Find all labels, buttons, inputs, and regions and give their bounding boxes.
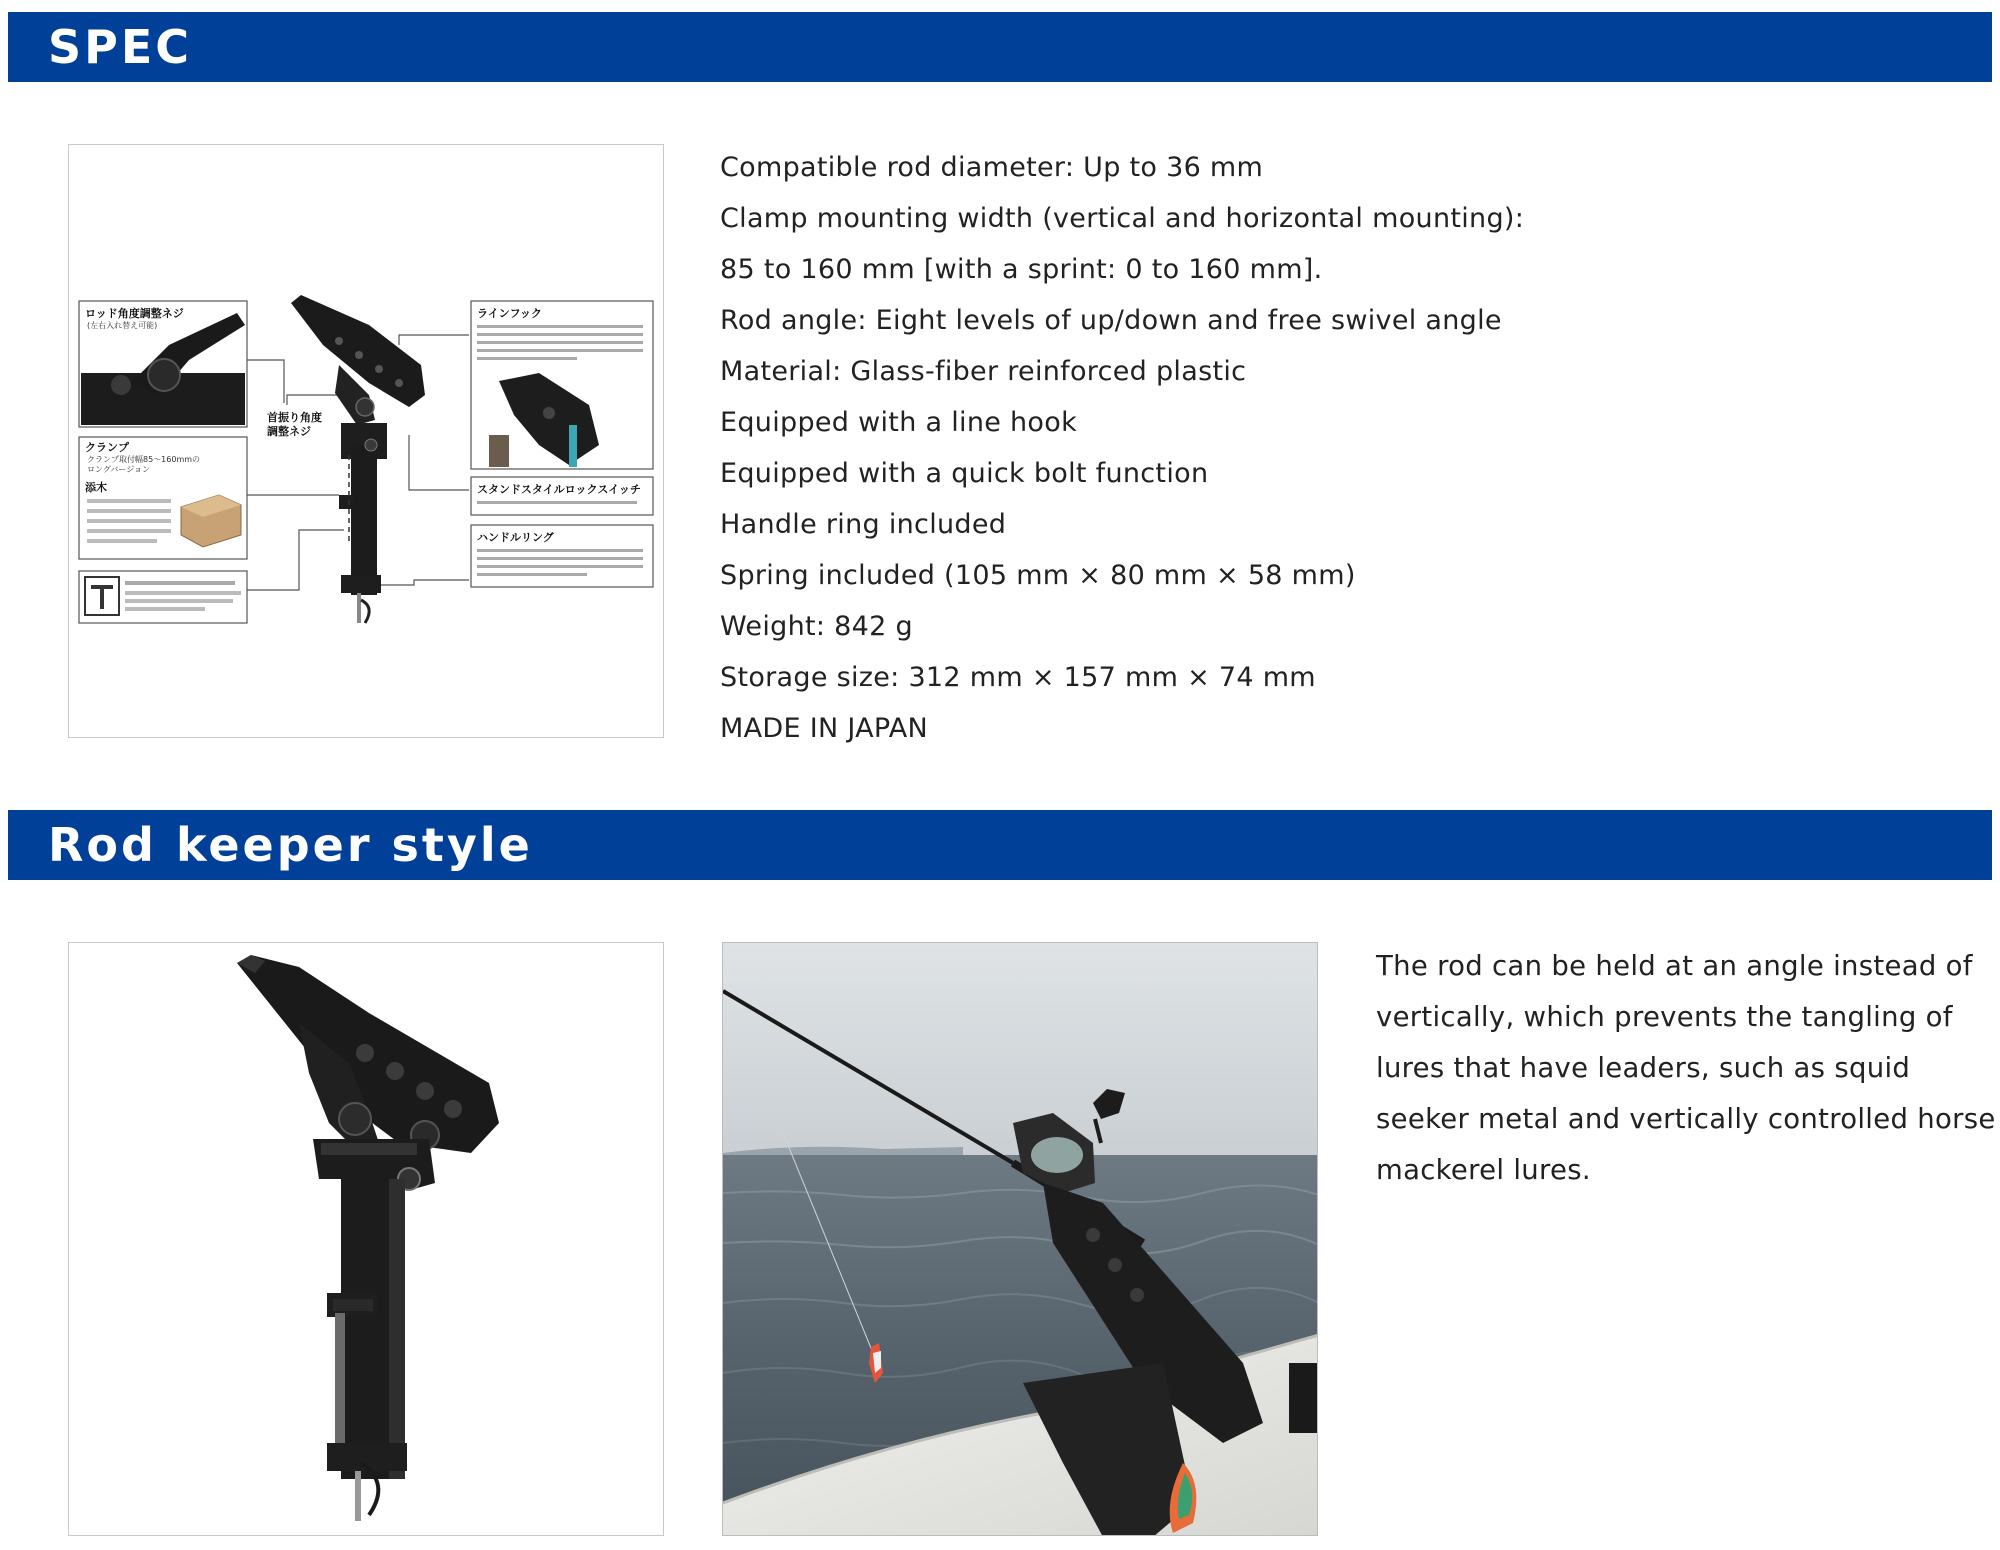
description-line: mackerel lures. [1376,1154,1591,1186]
description-line: lures that have leaders, such as squid [1376,1052,1911,1084]
callout-stand-lock-switch [471,477,653,515]
svg-text:調整ネジ: 調整ネジ [267,425,311,438]
spec-item: Compatible rod diameter: Up to 36 mm [720,152,1264,183]
spec-diagram-image [68,144,664,738]
svg-text:スタンドスタイルロックスイッチ: スタンドスタイルロックスイッチ [477,483,641,496]
description-line: seeker metal and vertically controlled horse [1376,1103,1996,1135]
spec-item: Storage size: 312 mm × 157 mm × 74 mm [720,662,1316,693]
spec-item: Rod angle: Eight levels of up/down and free swivel angle [720,305,1502,336]
spec-item: Handle ring included [720,509,1007,540]
spec-item: Weight: 842 g [720,611,913,642]
description-line: vertically, which prevents the tangling of [1376,1001,1953,1033]
spec-item: Material: Glass-fiber reinforced plastic [720,356,1247,387]
spec-list [720,146,1524,758]
svg-text:添木: 添木 [85,481,107,494]
spec-item: Spring included (105 mm × 80 mm × 58 mm) [720,560,1356,591]
callout-clamp [79,437,247,559]
rod-keeper-in-use-photo [722,942,1318,1536]
callout-swivel-screw [267,395,349,438]
spec-item: Clamp mounting width (vertical and horizontal mounting): [720,203,1525,234]
callout-rod-angle-screw [79,301,247,427]
svg-text:クランプ: クランプ [85,441,129,454]
svg-text:(左右入れ替え可能): (左右入れ替え可能) [87,321,158,330]
spec-item: 85 to 160 mm [with a sprint: 0 to 160 mm]. [720,254,1323,285]
spec-section-header: SPEC [8,12,1992,82]
svg-text:ロングバージョン: ロングバージョン [87,465,151,474]
spec-item: Equipped with a quick bolt function [720,458,1209,489]
rod-keeper-product-image [68,942,664,1536]
svg-text:首振り角度: 首振り角度 [267,411,322,424]
callout-handle-ring [471,525,653,587]
spec-item: MADE IN JAPAN [720,713,929,744]
callout-info-box [79,571,247,623]
rod-keeper-description [1376,946,1996,1201]
rod-keeper-section-header: Rod keeper style [8,810,1992,880]
svg-text:ハンドルリング: ハンドルリング [477,531,554,544]
callout-line-hook [471,301,653,469]
svg-text:ラインフック: ラインフック [477,307,542,320]
svg-text:クランプ取付幅85〜160mmの: クランプ取付幅85〜160mmの [87,455,201,464]
description-line: The rod can be held at an angle instead of [1376,950,1973,982]
rod-holder-product-drawing [291,295,425,623]
spec-item: Equipped with a line hook [720,407,1078,438]
svg-text:ロッド角度調整ネジ: ロッド角度調整ネジ [85,307,184,320]
